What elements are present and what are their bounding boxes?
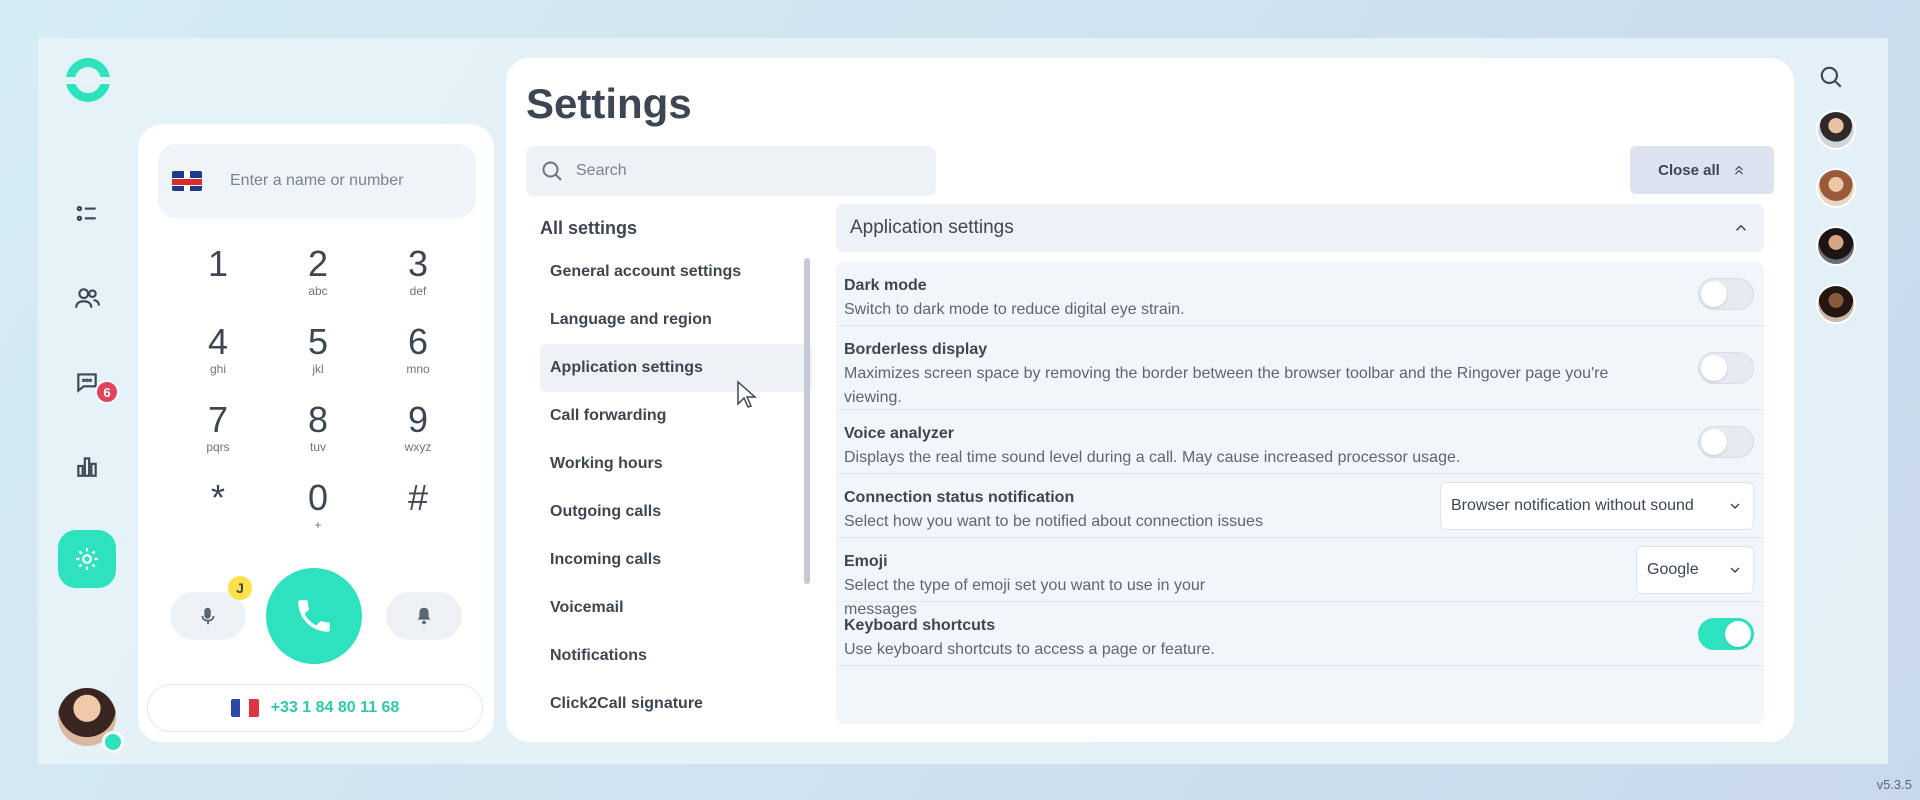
section-title: Application settings xyxy=(850,217,1014,238)
key-digit: 9 xyxy=(407,399,429,440)
voicemail-badge: J xyxy=(228,576,252,600)
key-letters: jkl xyxy=(312,362,324,376)
keypad-key[interactable] xyxy=(268,478,368,546)
setting-title: Emoji xyxy=(844,553,888,570)
keypad-key[interactable] xyxy=(268,400,368,468)
caller-id-selector[interactable] xyxy=(147,684,483,732)
section-header-application-settings[interactable] xyxy=(836,204,1764,252)
chevron-up-icon xyxy=(1732,219,1750,237)
uk-flag-icon[interactable] xyxy=(172,171,202,191)
dial-input-container xyxy=(158,144,476,218)
key-digit: 6 xyxy=(407,321,429,362)
key-digit: # xyxy=(407,477,429,518)
setting-description: Displays the real time sound level during a call. May cause increased processor usage. xyxy=(844,449,1461,466)
microphone-icon xyxy=(197,605,219,627)
setting-description: Use keyboard shortcuts to access a page or feature. xyxy=(844,641,1215,658)
key-digit: 2 xyxy=(307,243,329,284)
chevron-down-icon xyxy=(1727,498,1743,514)
key-letters: tuv xyxy=(309,440,326,454)
settings-search-input[interactable] xyxy=(576,162,916,180)
keypad-key[interactable] xyxy=(268,244,368,312)
keypad-key[interactable] xyxy=(168,322,268,390)
keypad-key[interactable] xyxy=(168,478,268,546)
key-digit: 4 xyxy=(207,321,229,362)
key-digit: 5 xyxy=(307,321,329,362)
key-letters: mno xyxy=(406,362,430,376)
search-icon xyxy=(540,159,564,183)
messages-badge: 6 xyxy=(95,380,119,404)
settings-icon[interactable] xyxy=(58,530,116,588)
key-letters: + xyxy=(314,518,322,532)
setting-title: Dark mode xyxy=(844,277,927,294)
key-digit: 1 xyxy=(207,243,229,284)
chevrons-up-icon xyxy=(1732,163,1746,177)
setting-description: Select the type of emoji set you want to use in your messages xyxy=(844,577,1206,618)
settings-panel xyxy=(506,58,1794,742)
dropdown-value: Browser notification without sound xyxy=(1451,497,1694,514)
setting-toggle[interactable] xyxy=(1698,618,1754,650)
contact-avatar[interactable] xyxy=(1816,284,1856,324)
settings-list xyxy=(836,262,1764,724)
keypad-key[interactable] xyxy=(368,400,468,468)
dial-input[interactable] xyxy=(230,172,460,190)
dropdown-value: Google xyxy=(1647,561,1699,578)
left-nav xyxy=(38,38,134,764)
setting-toggle[interactable] xyxy=(1698,278,1754,310)
right-rail xyxy=(1806,60,1866,360)
key-letters: wxyz xyxy=(404,440,432,454)
setting-toggle[interactable] xyxy=(1698,426,1754,458)
setting-description: Switch to dark mode to reduce digital eye strain. xyxy=(844,301,1185,318)
app-version: v5.3.5 xyxy=(1876,777,1912,792)
messages-icon[interactable] xyxy=(63,358,111,406)
key-digit: 3 xyxy=(407,243,429,284)
settings-nav-item[interactable]: Click2Call signature xyxy=(550,695,703,712)
setting-dropdown[interactable] xyxy=(1440,482,1754,530)
setting-row xyxy=(836,602,1764,666)
settings-nav-item[interactable]: Working hours xyxy=(550,455,663,472)
dialer-panel xyxy=(138,124,494,742)
keypad-key[interactable] xyxy=(168,244,268,312)
key-letters: abc xyxy=(308,284,328,298)
global-search-icon[interactable] xyxy=(1818,64,1846,92)
setting-title: Voice analyzer xyxy=(844,425,954,442)
key-letters: def xyxy=(409,284,427,298)
tasks-icon[interactable] xyxy=(63,190,111,238)
setting-description: Select how you want to be notified about connection issues xyxy=(844,513,1263,530)
call-button[interactable] xyxy=(266,568,362,664)
settings-nav-item[interactable]: Notifications xyxy=(550,647,647,664)
settings-nav-item[interactable]: Call forwarding xyxy=(550,407,667,424)
settings-nav-item[interactable]: Outgoing calls xyxy=(550,503,662,520)
all-settings-heading: All settings xyxy=(540,218,638,238)
close-all-label: Close all xyxy=(1658,161,1720,179)
key-digit: 0 xyxy=(307,477,329,518)
settings-nav-item[interactable]: Language and region xyxy=(550,311,712,328)
mouse-cursor-icon xyxy=(736,380,758,410)
voicemail-button[interactable] xyxy=(170,592,246,640)
keypad-key[interactable] xyxy=(268,322,368,390)
contact-avatar[interactable] xyxy=(1816,110,1856,150)
settings-nav-item[interactable]: Application settings xyxy=(540,344,812,392)
settings-search[interactable] xyxy=(526,146,936,196)
settings-nav-scrollbar[interactable] xyxy=(804,258,810,584)
setting-row xyxy=(836,326,1764,410)
contacts-icon[interactable] xyxy=(63,274,111,322)
settings-nav-item[interactable]: Incoming calls xyxy=(550,551,662,568)
stats-icon[interactable] xyxy=(63,442,111,490)
setting-row xyxy=(836,262,1764,326)
setting-title: Borderless display xyxy=(844,341,988,358)
france-flag-icon xyxy=(231,699,259,717)
setting-row xyxy=(836,410,1764,474)
notification-bell-button[interactable] xyxy=(386,592,462,640)
key-letters: pqrs xyxy=(206,440,230,454)
keypad-key[interactable] xyxy=(368,244,468,312)
contact-avatar[interactable] xyxy=(1816,168,1856,208)
dialer-actions xyxy=(138,568,494,668)
setting-description: Maximizes screen space by removing the border between the browser toolbar and the Ringover page you're viewing. xyxy=(844,365,1609,406)
contact-avatar[interactable] xyxy=(1816,226,1856,266)
settings-nav-item[interactable]: Voicemail xyxy=(550,599,624,616)
keypad-key[interactable] xyxy=(168,400,268,468)
setting-row xyxy=(836,474,1764,538)
online-status-indicator xyxy=(102,731,124,753)
phone-icon xyxy=(293,595,335,637)
settings-nav xyxy=(540,248,812,714)
key-digit: 8 xyxy=(307,399,329,440)
setting-title: Keyboard shortcuts xyxy=(844,617,996,634)
bell-icon xyxy=(413,605,435,627)
key-letters: ghi xyxy=(209,362,226,376)
app-logo-icon xyxy=(66,58,110,102)
settings-nav-item[interactable]: General account settings xyxy=(550,263,742,280)
setting-toggle[interactable] xyxy=(1698,352,1754,384)
setting-title: Connection status notification xyxy=(844,489,1075,506)
setting-row xyxy=(836,538,1764,618)
caller-number: +33 1 84 80 11 68 xyxy=(270,699,400,716)
chevron-down-icon xyxy=(1727,562,1743,578)
keypad xyxy=(168,244,468,546)
keypad-key[interactable] xyxy=(368,478,468,546)
close-all-button[interactable] xyxy=(1630,146,1774,194)
keypad-key[interactable] xyxy=(368,322,468,390)
setting-dropdown[interactable] xyxy=(1636,546,1754,594)
key-digit: * xyxy=(210,477,225,518)
page-title: Settings xyxy=(526,80,692,127)
key-digit: 7 xyxy=(207,399,229,440)
